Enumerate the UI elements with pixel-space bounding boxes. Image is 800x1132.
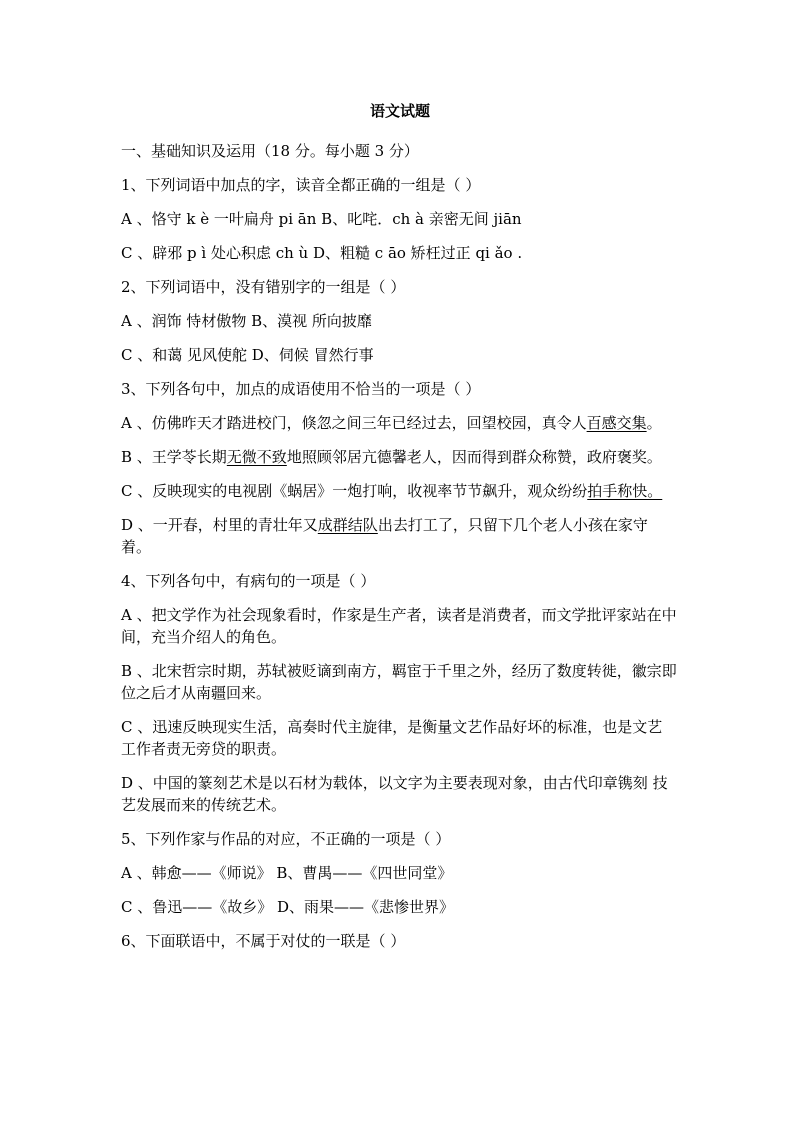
question-3-option-a [121,412,677,434]
question-1-options-cd: C 、辟邪 p ì 处心积虑 ch ù D、粗糙 c āo 矫枉过正 qi ǎo . [121,244,523,262]
question-3-option-b [121,446,677,468]
question-4-option-c: C 、迅速反映现实生活，高奏时代主旋律，是衡量文艺作品好坏的标准，也是文艺工作者责无旁贷的职责。 [121,718,663,758]
question-4-option-b: B 、北宋哲宗时期，苏轼被贬谪到南方，羁宦于千里之外，经历了数度转徙，徽宗即位之后才从南疆回来。 [121,662,677,702]
question-3-stem: 3、下列各句中，加点的成语使用不恰当的一项是（ ） [121,380,481,398]
option-text: B 、王学苓长期 [121,448,227,466]
option-text: A 、仿佛昨天才踏进校门，倏忽之间三年已经过去，回望校园，真令人 [121,414,587,432]
option-text: C 、反映现实的电视剧《蜗居》一炮打响，收视率节节飙升，观众纷纷 [121,482,588,500]
question-1-stem: 1、下列词语中加点的字，读音全都正确的一组是（ ） [121,176,481,194]
underlined-idiom: 成群结队 [317,516,378,534]
section-heading: 一、基础知识及运用（18 分。每小题 3 分） [121,142,419,160]
question-2-options-cd: C 、和蔼 见风使舵 D、伺候 冒然行事 [121,346,374,364]
option-text-end: 出去打工了，只留下几个老人小孩在家守着。 [121,516,648,556]
option-text: D 、一开春，村里的青壮年又 [121,516,318,534]
option-text-end: 地照顾邻居亢德馨老人，因而得到群众称赞，政府褒奖。 [286,448,662,466]
question-6-stem: 6、下面联语中，不属于对仗的一联是（ ） [121,932,406,950]
question-5-stem: 5、下列作家与作品的对应，不正确的一项是（ ） [121,830,451,848]
question-3-option-d [121,514,677,558]
underlined-idiom: 无微不致 [226,448,287,466]
question-5-options-cd: C 、鲁迅——《故乡》 D、雨果——《悲惨世界》 [121,898,455,916]
question-4-option-d: D 、中国的篆刻艺术是以石材为载体，以文字为主要表现对象，由古代印章镌刻 技艺发展而来的传统艺术。 [121,774,668,814]
underlined-idiom: 拍手称快。 [587,482,663,500]
question-4-stem: 4、下列各句中，有病句的一项是（ ） [121,572,376,590]
exam-content [121,140,677,952]
page-title: 语文试题 [369,102,430,120]
underlined-idiom: 百感交集 [586,414,647,432]
option-text-end: 。 [646,414,662,432]
question-4-option-a: A 、把文学作为社会现象看时，作家是生产者，读者是消费者，而文学批评家站在中间，充当介绍人的角色。 [121,606,677,646]
question-3-option-c [121,480,677,502]
question-2-stem: 2、下列词语中，没有错别字的一组是（ ） [121,278,406,296]
question-2-options-ab: A 、润饰 恃材傲物 B、漠视 所向披靡 [121,312,372,330]
question-1-options-ab: A 、恪守 k è 一叶扁舟 pi ān B、叱咤．ch à 亲密无间 jiān [121,210,522,228]
question-5-options-ab: A 、韩愈——《师说》 B、曹禺——《四世同堂》 [121,864,453,882]
